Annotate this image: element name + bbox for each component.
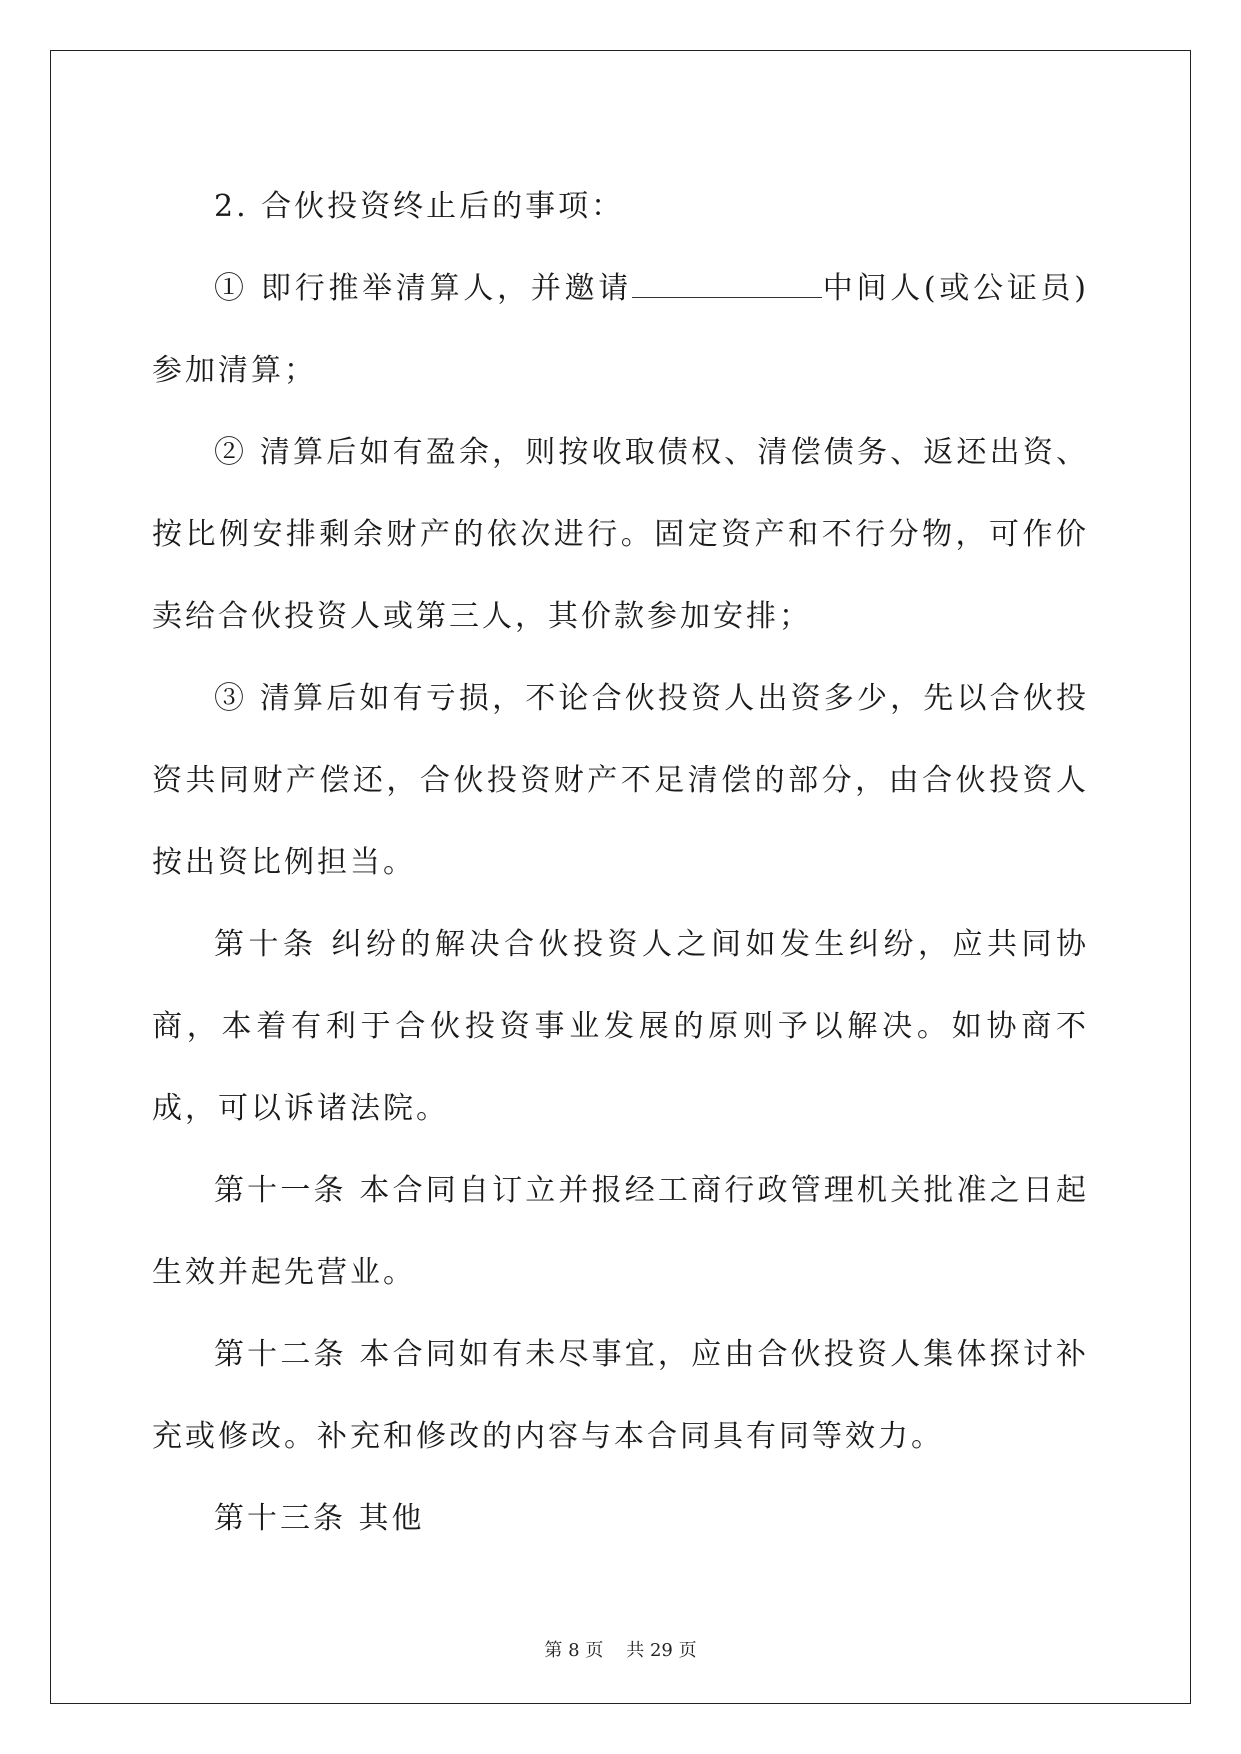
paragraph bbox=[152, 248, 1089, 412]
paragraph: 第十条 纠纷的解决合伙投资人之间如发生纠纷，应共同协商，本着有利于合伙投资事业发展的原则予以解决。如协商不成，可以诉诸法院。 bbox=[152, 927, 1089, 1126]
paragraph-text: ① 即行推举清算人，并邀请 bbox=[214, 271, 633, 306]
paragraph: ② 清算后如有盈余，则按收取债权、清偿债务、返还出资、按比例安排剩余财产的依次进行。固定资产和不行分物，可作价卖给合伙投资人或第三人，其价款参加安排； bbox=[152, 435, 1089, 634]
page-total: 共 29 页 bbox=[626, 1640, 697, 1661]
paragraph: 第十三条 其他 bbox=[214, 1501, 425, 1536]
paragraph: 第十一条 本合同自订立并报经工商行政管理机关批准之日起生效并起先营业。 bbox=[152, 1173, 1089, 1290]
fill-in-blank bbox=[632, 271, 822, 298]
paragraph-text: 中间人(或公证员)参加清算； bbox=[152, 271, 1089, 388]
paragraph: 第十二条 本合同如有未尽事宜，应由合伙投资人集体探讨补充或修改。补充和修改的内容与本合同具有同等效力。 bbox=[152, 1337, 1089, 1454]
paragraph: ③ 清算后如有亏损，不论合伙投资人出资多少，先以合伙投资共同财产偿还，合伙投资财产不足清偿的部分，由合伙投资人按出资比例担当。 bbox=[152, 681, 1089, 880]
document-body bbox=[152, 166, 1089, 1560]
page-number: 第 8 页 bbox=[544, 1640, 604, 1661]
paragraph: 2. 合伙投资终止后的事项： bbox=[214, 189, 625, 224]
page-footer bbox=[0, 1636, 1241, 1662]
